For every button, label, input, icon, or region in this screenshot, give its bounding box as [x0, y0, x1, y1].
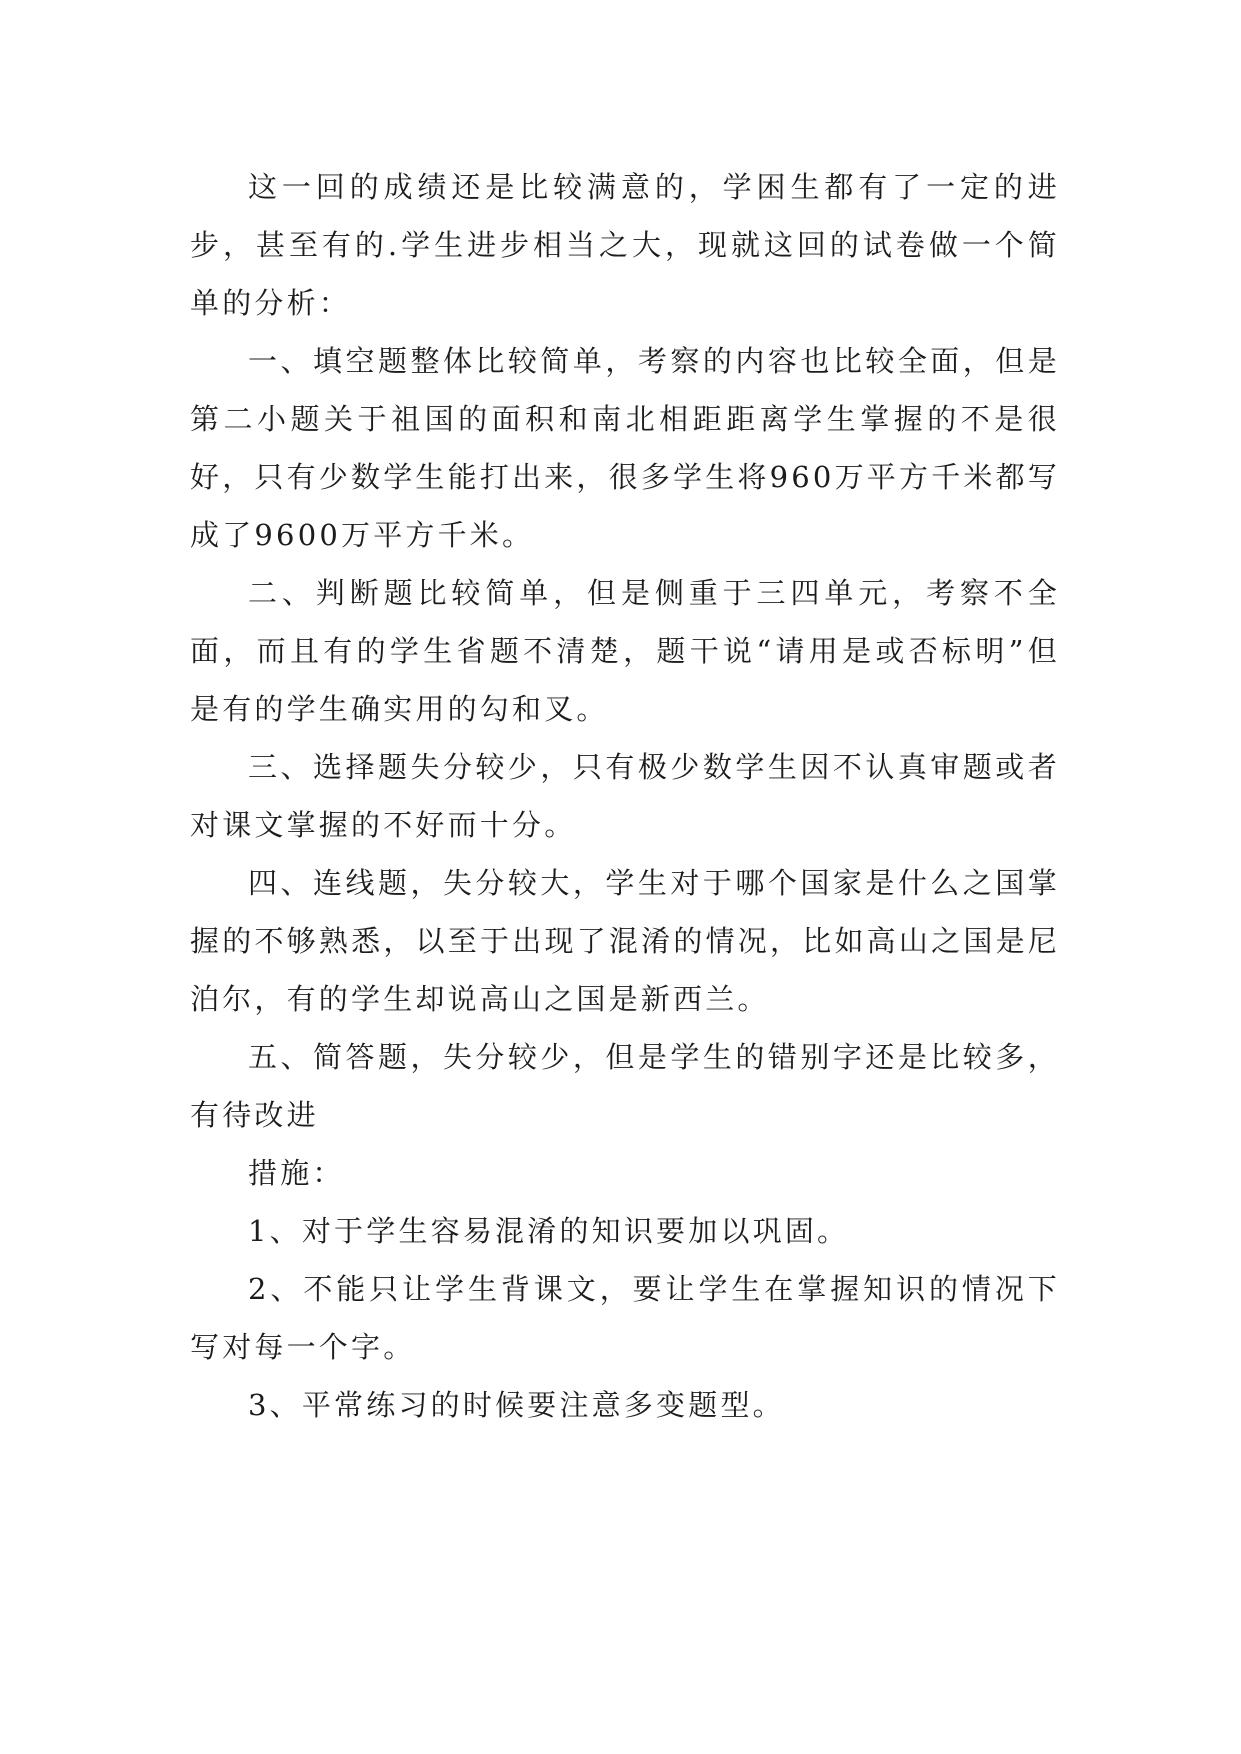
matching-paragraph: 四、连线题，失分较大，学生对于哪个国家是什么之国掌握的不够熟悉，以至于出现了混淆的情况，比如高山之国是尼泊尔，有的学生却说高山之国是新西兰。: [190, 866, 1060, 1016]
true-false-paragraph: 二、判断题比较简单，但是侧重于三四单元，考察不全面，而且有的学生省题不清楚，题干说“请用是或否标明”但是有的学生确实用的勾和叉。: [190, 576, 1060, 726]
measure-item-2: 2、不能只让学生背课文，要让学生在掌握知识的情况下写对每一个字。: [190, 1272, 1060, 1364]
short-answer-paragraph: 五、简答题，失分较少，但是学生的错别字还是比较多，有待改进: [190, 1040, 1060, 1132]
measures-heading: 措施：: [248, 1156, 345, 1190]
intro-paragraph: 这一回的成绩还是比较满意的，学困生都有了一定的进步，甚至有的.学生进步相当之大，现就这回的试卷做一个简单的分析：: [190, 170, 1060, 320]
multiple-choice-paragraph: 三、选择题失分较少，只有极少数学生因不认真审题或者对课文掌握的不好而十分。: [190, 750, 1060, 842]
fill-in-blank-paragraph: 一、填空题整体比较简单，考察的内容也比较全面，但是第二小题关于祖国的面积和南北相距距离学生掌握的不是很好，只有少数学生能打出来，很多学生将960万平方千米都写成了9600万平方千米。: [190, 344, 1060, 552]
measure-item-3: 3、平常练习的时候要注意多变题型。: [248, 1388, 785, 1422]
document-body: [190, 158, 1060, 1434]
measure-item-1: 1、对于学生容易混淆的知识要加以巩固。: [248, 1214, 850, 1248]
